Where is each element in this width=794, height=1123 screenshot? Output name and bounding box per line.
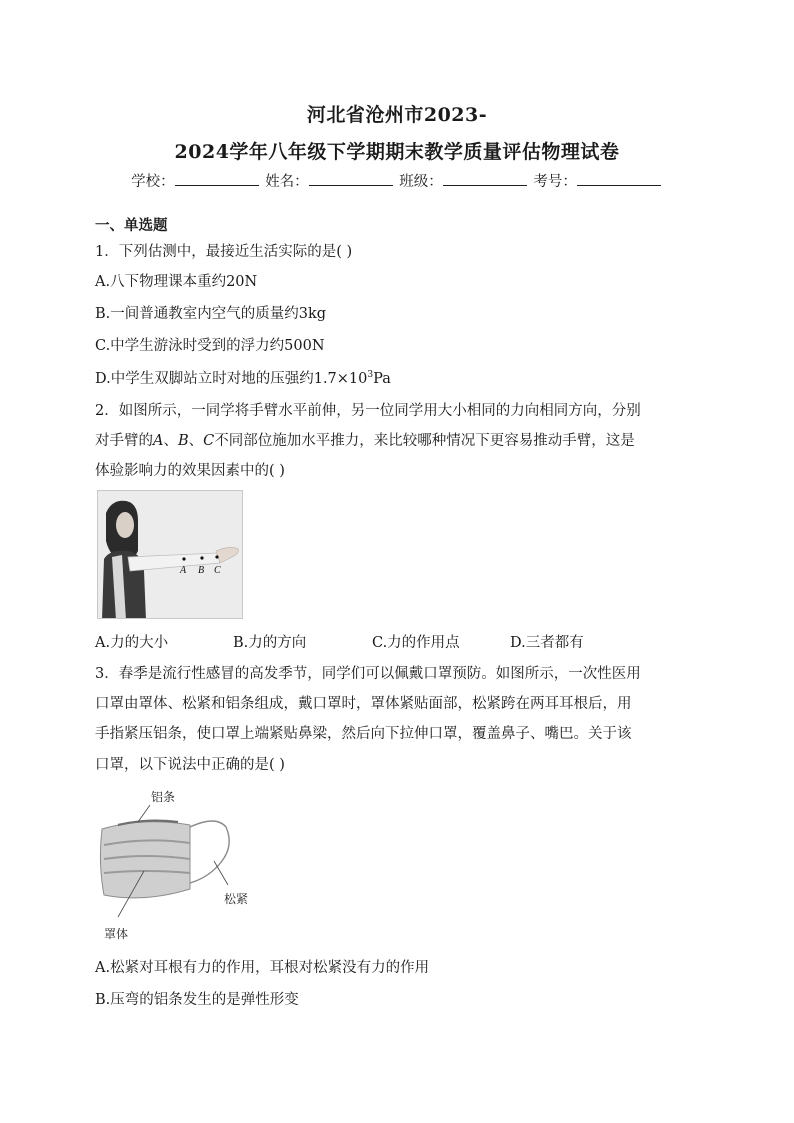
arm-push-illustration: [98, 491, 243, 619]
q3-option-b: B.压弯的铝条发生的是弹性形变: [95, 992, 299, 1008]
q2-stem-line3: 体验影响力的效果因素中的( ): [95, 463, 285, 479]
school-label: 学校：: [131, 174, 175, 190]
q3-stem-line3: 手指紧压铝条，使口罩上端紧贴鼻梁，然后向下拉伸口罩，覆盖鼻子、嘴巴。关于该: [95, 726, 632, 742]
q2-stem-line2: [95, 429, 635, 450]
student-info-row: [0, 170, 794, 191]
arm-label-a: A: [180, 565, 187, 576]
q3-option-a: A.松紧对耳根有力的作用，耳根对松紧没有力的作用: [95, 960, 430, 976]
q2-option-a: A.力的大小: [95, 635, 169, 651]
q1-option-b: B.一间普通教室内空气的质量约3kg: [95, 306, 327, 322]
mask-label-body: 罩体: [104, 927, 129, 941]
class-blank[interactable]: [443, 173, 527, 186]
mask-label-aluminium-strip: 铝条: [151, 790, 176, 804]
q1-option-a: A.八下物理课本重约20N: [95, 274, 258, 290]
name-label: 姓名：: [265, 174, 309, 190]
exam-number-label: 考号：: [533, 174, 577, 190]
q1-d-unit: Pa: [373, 371, 391, 387]
exam-number-blank[interactable]: [577, 173, 661, 186]
q1-option-d-value: [314, 371, 391, 387]
exam-title-line1: 河北省沧州市2023-: [306, 104, 488, 126]
q1-d-exponent: 3: [367, 370, 374, 381]
mask-label-elastic: 松紧: [224, 892, 249, 906]
exam-title-line2: 2024学年八年级下学期期末教学质量评估物理试卷: [174, 141, 620, 163]
q1-option-c: C.中学生游泳时受到的浮力约500N: [95, 338, 325, 354]
arm-push-photo: [97, 490, 243, 619]
q2-option-d: D.三者都有: [510, 635, 584, 651]
q2-line2-post: 不同部位施加水平推力，来比较哪种情况下更容易推动手臂，这是: [214, 433, 635, 449]
q1-d-base: 1.7×10: [313, 371, 368, 387]
school-blank[interactable]: [175, 173, 259, 186]
q2-stem-line1: 2．如图所示，一同学将手臂水平前伸，另一位同学用大小相同的力向相同方向，分别: [95, 403, 641, 419]
class-label: 班级：: [399, 174, 443, 190]
q2-point-c: C: [203, 433, 215, 449]
mask-illustration: [98, 785, 298, 945]
q3-stem-line2: 口罩由罩体、松紧和铝条组成，戴口罩时，罩体紧贴面部，松紧跨在两耳耳根后，用: [95, 696, 632, 712]
q2-line2-pre: 对手臂的: [95, 433, 153, 449]
q2-sep2: 、: [188, 433, 204, 449]
arm-label-c: C: [214, 565, 221, 576]
arm-label-b: B: [198, 565, 205, 576]
q2-point-a: A: [153, 433, 164, 449]
q1-stem: 1．下列估测中，最接近生活实际的是( ): [95, 244, 353, 260]
q2-option-b: B.力的方向: [233, 635, 307, 651]
section-heading: 一、单选题: [95, 217, 168, 234]
q2-point-b: B: [177, 433, 189, 449]
q2-option-c: C.力的作用点: [372, 635, 460, 651]
q1-option-d-text: D.中学生双脚站立时对地的压强约: [95, 371, 314, 387]
q3-stem-line1: 3．春季是流行性感冒的高发季节，同学们可以佩戴口罩预防。如图所示，一次性医用: [95, 666, 641, 682]
q1-option-d: [95, 367, 391, 388]
q3-stem-line4: 口罩，以下说法中正确的是( ): [95, 757, 285, 773]
q2-sep1: 、: [163, 433, 178, 449]
mask-diagram: [98, 785, 298, 945]
name-blank[interactable]: [309, 173, 393, 186]
